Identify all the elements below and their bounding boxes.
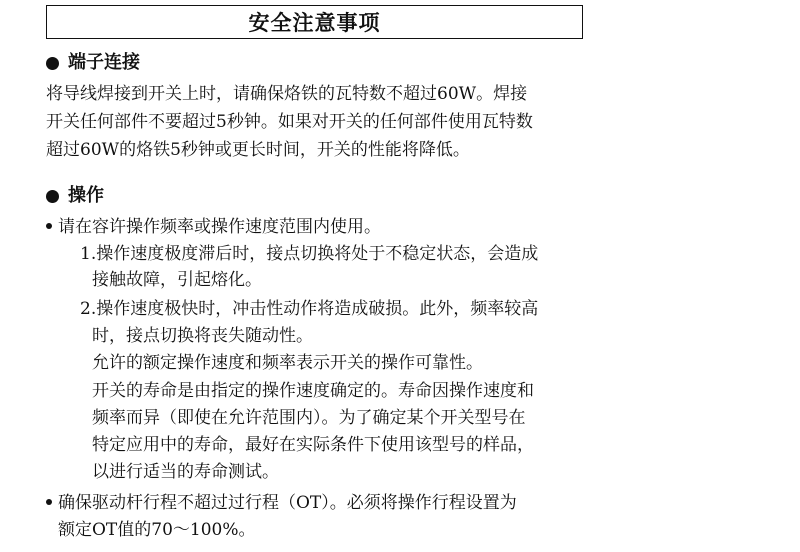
operation-item-2-line: 2.操作速度极快时，冲击性动作将造成破损。此外，频率较高 <box>80 299 539 319</box>
page-title-box <box>46 5 583 39</box>
operation-bullet-2 <box>46 491 517 515</box>
operation-para-2-line: 以进行适当的寿命测试。 <box>92 462 279 482</box>
operation-para-1: 允许的额定操作速度和频率表示开关的操作可靠性。 <box>92 353 483 373</box>
terminal-text-line: 将导线焊接到开关上时，请确保烙铁的瓦特数不超过60W。焊接 <box>46 84 528 104</box>
terminal-text-line: 开关任何部件不要超过5秒钟。如果对开关的任何部件使用瓦特数 <box>46 112 533 132</box>
bullet-small-icon <box>46 499 52 505</box>
operation-para-2-line: 特定应用中的寿命，最好在实际条件下使用该型号的样品， <box>92 435 534 455</box>
operation-item-1-line: 接触故障，引起熔化。 <box>92 270 262 290</box>
page-title: 安全注意事项 <box>248 11 381 35</box>
operation-bullet-1 <box>46 215 381 239</box>
bullet-dot-icon <box>46 57 59 70</box>
section-heading-terminal-label: 端子连接 <box>68 52 140 73</box>
operation-bullet-1-text: 请在容许操作频率或操作速度范围内使用。 <box>58 217 381 237</box>
operation-para-2-line: 开关的寿命是由指定的操作速度确定的。寿命因操作速度和 <box>92 381 534 401</box>
section-heading-terminal <box>46 51 140 75</box>
operation-bullet-2-line: 额定OT值的70～100%。 <box>58 520 256 540</box>
terminal-text-line: 超过60W的烙铁5秒钟或更长时间，开关的性能将降低。 <box>46 140 470 160</box>
bullet-dot-icon <box>46 190 59 203</box>
section-heading-operation <box>46 184 104 208</box>
bullet-small-icon <box>46 223 52 229</box>
operation-item-2-line: 时，接点切换将丧失随动性。 <box>92 326 313 346</box>
operation-para-2-line: 频率而异（即使在允许范围内）。为了确定某个开关型号在 <box>92 408 526 428</box>
operation-item-1-line: 1.操作速度极度滞后时，接点切换将处于不稳定状态，会造成 <box>80 244 539 264</box>
section-heading-operation-label: 操作 <box>68 185 104 206</box>
operation-bullet-2-text: 确保驱动杆行程不超过过行程（OT）。必须将操作行程设置为 <box>58 493 517 513</box>
